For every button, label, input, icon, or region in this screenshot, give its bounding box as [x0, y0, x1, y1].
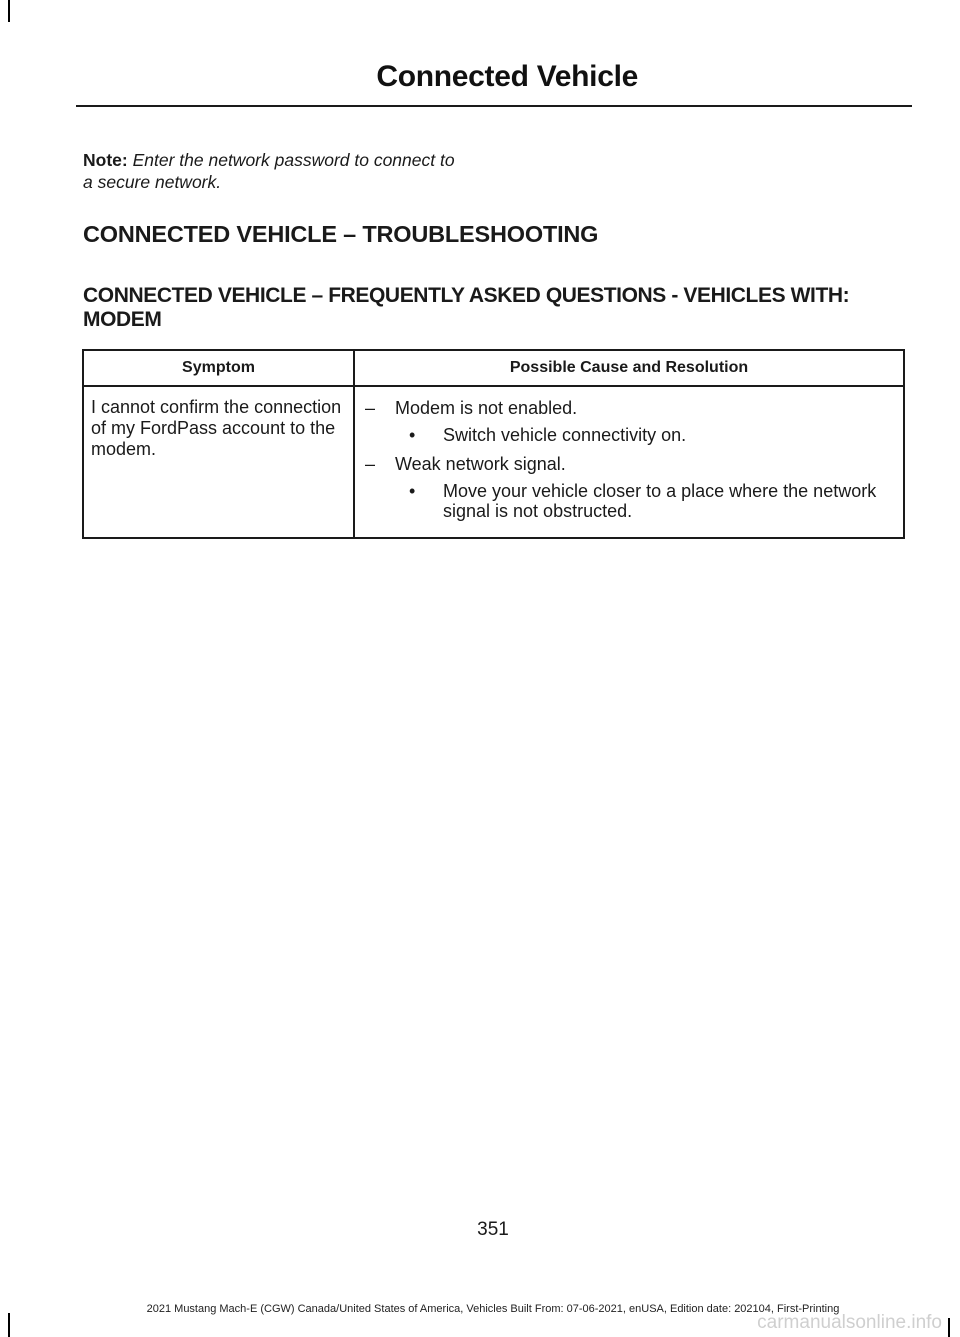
page-footer: 2021 Mustang Mach-E (CGW) Canada/United States of America, Vehicles Built From: 07-06-2021, enUSA, Edition date: 202104, First-Printing: [146, 1303, 840, 1315]
resolution-text: Move your vehicle closer to a place where the network signal is not obstructed.: [443, 481, 877, 521]
note-text: Enter the network password to connect to a secure network.: [83, 150, 455, 192]
cause-item: [365, 397, 893, 419]
dash-marker: –: [365, 454, 376, 474]
table-header-row: [83, 350, 904, 386]
crop-mark-bottom-right: [948, 1318, 950, 1337]
note-label: Note:: [83, 150, 128, 170]
faq-table: [82, 349, 905, 539]
page-number: 351: [477, 1219, 509, 1240]
crop-mark-bottom-left: [8, 1313, 10, 1337]
resolution-item: [405, 481, 893, 521]
section-heading: CONNECTED VEHICLE – TROUBLESHOOTING: [83, 221, 599, 247]
cause-item: [365, 453, 893, 475]
column-header-symptom: Symptom: [83, 350, 354, 386]
column-header-resolution: Possible Cause and Resolution: [354, 350, 904, 386]
watermark: carmanualsonline.info: [757, 1312, 942, 1333]
sub-heading: CONNECTED VEHICLE – FREQUENTLY ASKED QUESTIONS - VEHICLES WITH: MODEM: [83, 284, 850, 331]
dash-marker: –: [365, 398, 376, 418]
resolution-text: Switch vehicle connectivity on.: [443, 425, 687, 445]
cause-text: Weak network signal.: [395, 454, 566, 474]
table-row: [83, 386, 904, 538]
header-divider: [76, 105, 912, 107]
note-paragraph: [83, 149, 463, 193]
cause-text: Modem is not enabled.: [395, 398, 578, 418]
resolution-item: [405, 425, 893, 445]
bullet-marker: •: [409, 481, 416, 501]
bullet-marker: •: [409, 425, 416, 445]
symptom-cell: I cannot confirm the connection of my FordPass account to the modem.: [83, 386, 354, 538]
page-header-title: Connected Vehicle: [376, 60, 638, 93]
resolution-cell: [354, 386, 904, 538]
crop-mark-top-left: [8, 0, 10, 22]
